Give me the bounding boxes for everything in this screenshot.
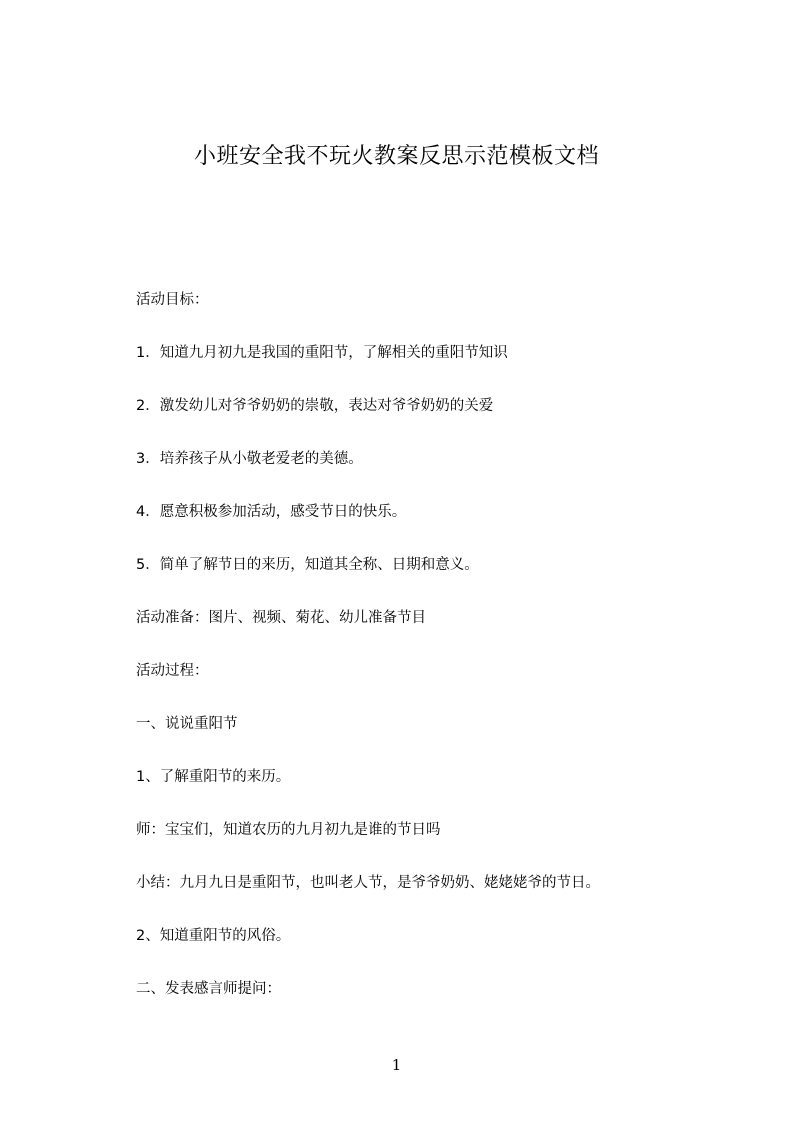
paragraph-goal-4: 4．愿意积极参加活动，感受节日的快乐。 xyxy=(136,504,407,520)
paragraph-activity-goals-heading: 活动目标： xyxy=(136,292,209,308)
paragraph-activity-preparation: 活动准备：图片、视频、菊花、幼儿准备节目 xyxy=(136,610,426,626)
paragraph-summary: 小结：九月九日是重阳节，也叫老人节，是爷爷奶奶、姥姥姥爷的节日。 xyxy=(136,875,600,891)
paragraph-goal-5: 5．简单了解节日的来历，知道其全称、日期和意义。 xyxy=(136,557,479,573)
paragraph-section-1-heading: 一、说说重阳节 xyxy=(136,716,238,732)
paragraph-activity-process-heading: 活动过程： xyxy=(136,663,209,679)
paragraph-goal-1: 1．知道九月初九是我国的重阳节，了解相关的重阳节知识 xyxy=(136,345,508,361)
document-body xyxy=(136,287,736,1029)
paragraph-step-1: 1、了解重阳节的来历。 xyxy=(136,769,291,785)
page-number: 1 xyxy=(391,1056,402,1074)
paragraph-goal-3: 3．培养孩子从小敬老爱老的美德。 xyxy=(136,451,363,467)
paragraph-teacher-question: 师：宝宝们，知道农历的九月初九是谁的节日吗 xyxy=(136,822,441,838)
document-title: 小班安全我不玩火教案反思示范模板文档 xyxy=(193,144,599,169)
paragraph-goal-2: 2．激发幼儿对爷爷奶奶的崇敬，表达对爷爷奶奶的关爱 xyxy=(136,398,494,414)
paragraph-step-2: 2、知道重阳节的风俗。 xyxy=(136,928,291,944)
paragraph-section-2-heading: 二、发表感言师提问： xyxy=(136,981,281,997)
